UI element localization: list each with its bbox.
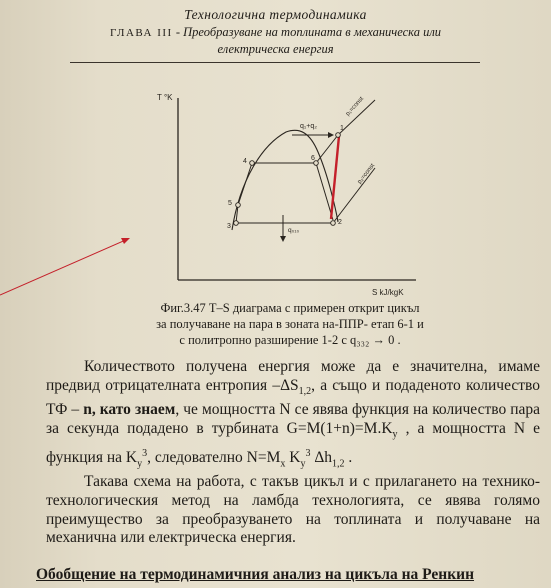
isobar-p2-label: p₂=const: [356, 163, 377, 186]
para1-text-8: .: [344, 448, 353, 466]
paragraph-scheme: Такава схема на работа, с такъв цикъл и с прилагането на технико-технологическия метод на ламбда технологията, се явява голямо преимущество за преобразуването на топлината и получаване на механична или електрическа енергия.: [46, 473, 540, 547]
point-marker-5: [236, 203, 241, 208]
s-axis-label: S kJ/kgK: [372, 288, 404, 297]
annotation-arrow: [0, 239, 128, 295]
point-label-2: 2: [338, 219, 342, 226]
point-marker-3: [234, 221, 239, 226]
chapter-title-line1: - Преобразуване на топлината в механическа или: [172, 25, 442, 39]
point-marker-1: [336, 133, 341, 138]
point-label-1: 1: [340, 125, 344, 132]
para1-sup-5: 3: [305, 447, 311, 459]
section-heading-summary: Обобщение на термодинамичния анализ на цикъла на Ренкин: [36, 566, 475, 583]
para1-text-4: , а мощността N е функция на K: [46, 419, 540, 466]
chapter-label: ГЛАВА III: [109, 27, 173, 39]
isobar-p1-label: p₁=const: [345, 96, 366, 118]
caption-line-3: с политропно разширение 1-2 с q₃₃₂ → 0 .: [179, 333, 401, 347]
point-marker-4: [250, 161, 255, 166]
para1-text-3: , че мощността N се явява функция на количество пара за секунда подадено в турбината G=M(1+n)=M.K: [46, 401, 541, 437]
t-axis-label: T °K: [157, 93, 173, 102]
running-header-title: Технологична термодинамика: [184, 7, 367, 22]
point-marker-2: [331, 221, 336, 226]
para1-text-7: Δh: [310, 448, 333, 466]
para1-sup-3: 3: [142, 447, 148, 459]
point-label-6: 6: [311, 155, 315, 162]
heat-output-label: q₀₁₀: [288, 227, 300, 234]
para1-sub-3: y: [137, 457, 143, 469]
ts-diagram: [0, 70, 551, 300]
cycle-line-6-2: [316, 163, 333, 220]
para1-sub-6: 1,2: [332, 457, 345, 469]
isobar-p2: [333, 168, 375, 223]
heat-input-arrowhead: [328, 132, 334, 138]
cycle-line-6-1: [316, 135, 338, 163]
point-label-5: 5: [228, 200, 232, 207]
chapter-title-line2: електрическа енергия: [217, 42, 334, 56]
para1-text-6: K: [285, 448, 301, 466]
running-header-chapter: [0, 24, 551, 57]
caption-line-1: Фиг.3.47 T–S диаграма с примерен открит цикъл: [160, 301, 420, 315]
para1-text-1: Количеството получена енергия може да е значителна, имаме предвид отрицателната ентропия –ΔS: [46, 358, 540, 394]
paragraph-energy: [46, 358, 540, 473]
point-label-3: 3: [227, 223, 231, 230]
heat-input-label: q₁+q₂: [300, 123, 317, 130]
para1-text-5: , следователно N=M: [147, 448, 281, 466]
heat-output-arrowhead: [280, 236, 286, 242]
saturation-dome: [232, 130, 338, 230]
point-label-4: 4: [243, 158, 247, 165]
caption-line-2: за получаване на пара в зоната на-ППР- етап 6-1 и: [156, 317, 424, 331]
cycle-line-5-4: [238, 163, 252, 205]
para1-sub-4: x: [280, 457, 286, 469]
header-rule: [70, 62, 480, 63]
figure-caption: [110, 300, 470, 348]
para1-text-2: , а също и подаденото количество ТФ –: [46, 376, 540, 419]
para1-sub-1: 1,2: [298, 385, 312, 397]
para1-sub-2: y: [392, 428, 398, 440]
para1-bold: n, като знаем: [83, 401, 176, 419]
body-text: [46, 358, 540, 548]
para1-sub-5: y: [300, 457, 306, 469]
